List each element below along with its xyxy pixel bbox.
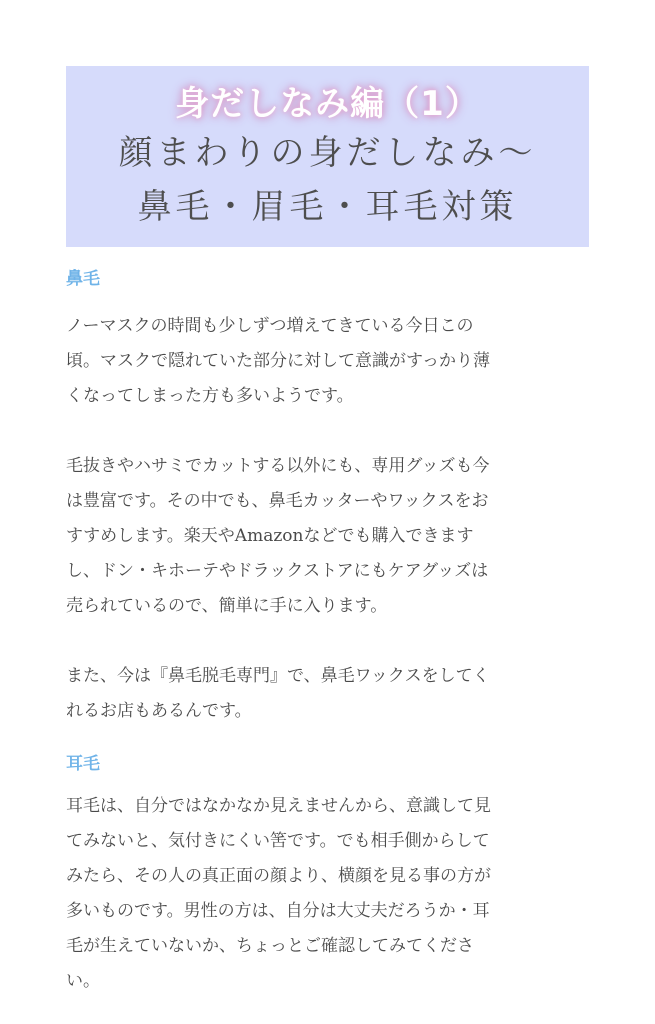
text-line: みたら、その人の真正面の顔より、横顔を見る事の方が — [66, 866, 491, 886]
text-line: 毛が生えていないか、ちょっとご確認してみてくださ — [66, 936, 474, 956]
section-ear-hair — [66, 751, 589, 999]
text-line: 耳毛は、自分ではなかなか見えませんから、意識して見 — [66, 796, 491, 816]
title-line-2: 鼻毛・眉毛・耳毛対策 — [137, 187, 518, 227]
text-line: は豊富です。その中でも、鼻毛カッターやワックスをお — [66, 491, 489, 511]
series-label: 身だしなみ編（1） — [175, 84, 480, 124]
paragraph-2 — [66, 449, 589, 624]
article-title-box — [66, 66, 589, 247]
paragraph-4 — [66, 789, 589, 999]
text-line: 多いものです。男性の方は、自分は大丈夫だろうか・耳 — [66, 901, 490, 921]
text-line: い。 — [66, 971, 100, 991]
article-body — [66, 256, 589, 999]
section-nose-hair — [66, 266, 589, 729]
text-line: すすめします。楽天やAmazonなどでも購入できます — [66, 526, 474, 546]
section-heading-nose-hair: 鼻毛 — [66, 269, 100, 289]
text-line: し、ドン・キホーテやドラックストアにもケアグッズは — [66, 561, 489, 581]
text-line: また、今は『鼻毛脱毛専門』で、鼻毛ワックスをしてく — [66, 666, 490, 686]
text-line: れるお店もあるんです。 — [66, 701, 252, 721]
text-line: ノーマスクの時間も少しずつ増えてきている今日この — [66, 316, 474, 336]
text-line: 頃。マスクで隠れていた部分に対して意識がすっかり薄 — [66, 351, 490, 371]
text-line: てみないと、気付きにくい筈です。でも相手側からして — [66, 831, 490, 851]
paragraph-1 — [66, 309, 589, 414]
text-line: 毛抜きやハサミでカットする以外にも、専用グッズも今 — [66, 456, 490, 476]
text-line: くなってしまった方も多いようです。 — [66, 386, 354, 406]
paragraph-3 — [66, 659, 589, 729]
title-line-1: 顔まわりの身だしなみ〜 — [118, 133, 537, 173]
section-heading-ear-hair: 耳毛 — [66, 754, 100, 774]
text-line: 売られているので、簡単に手に入ります。 — [66, 596, 388, 616]
